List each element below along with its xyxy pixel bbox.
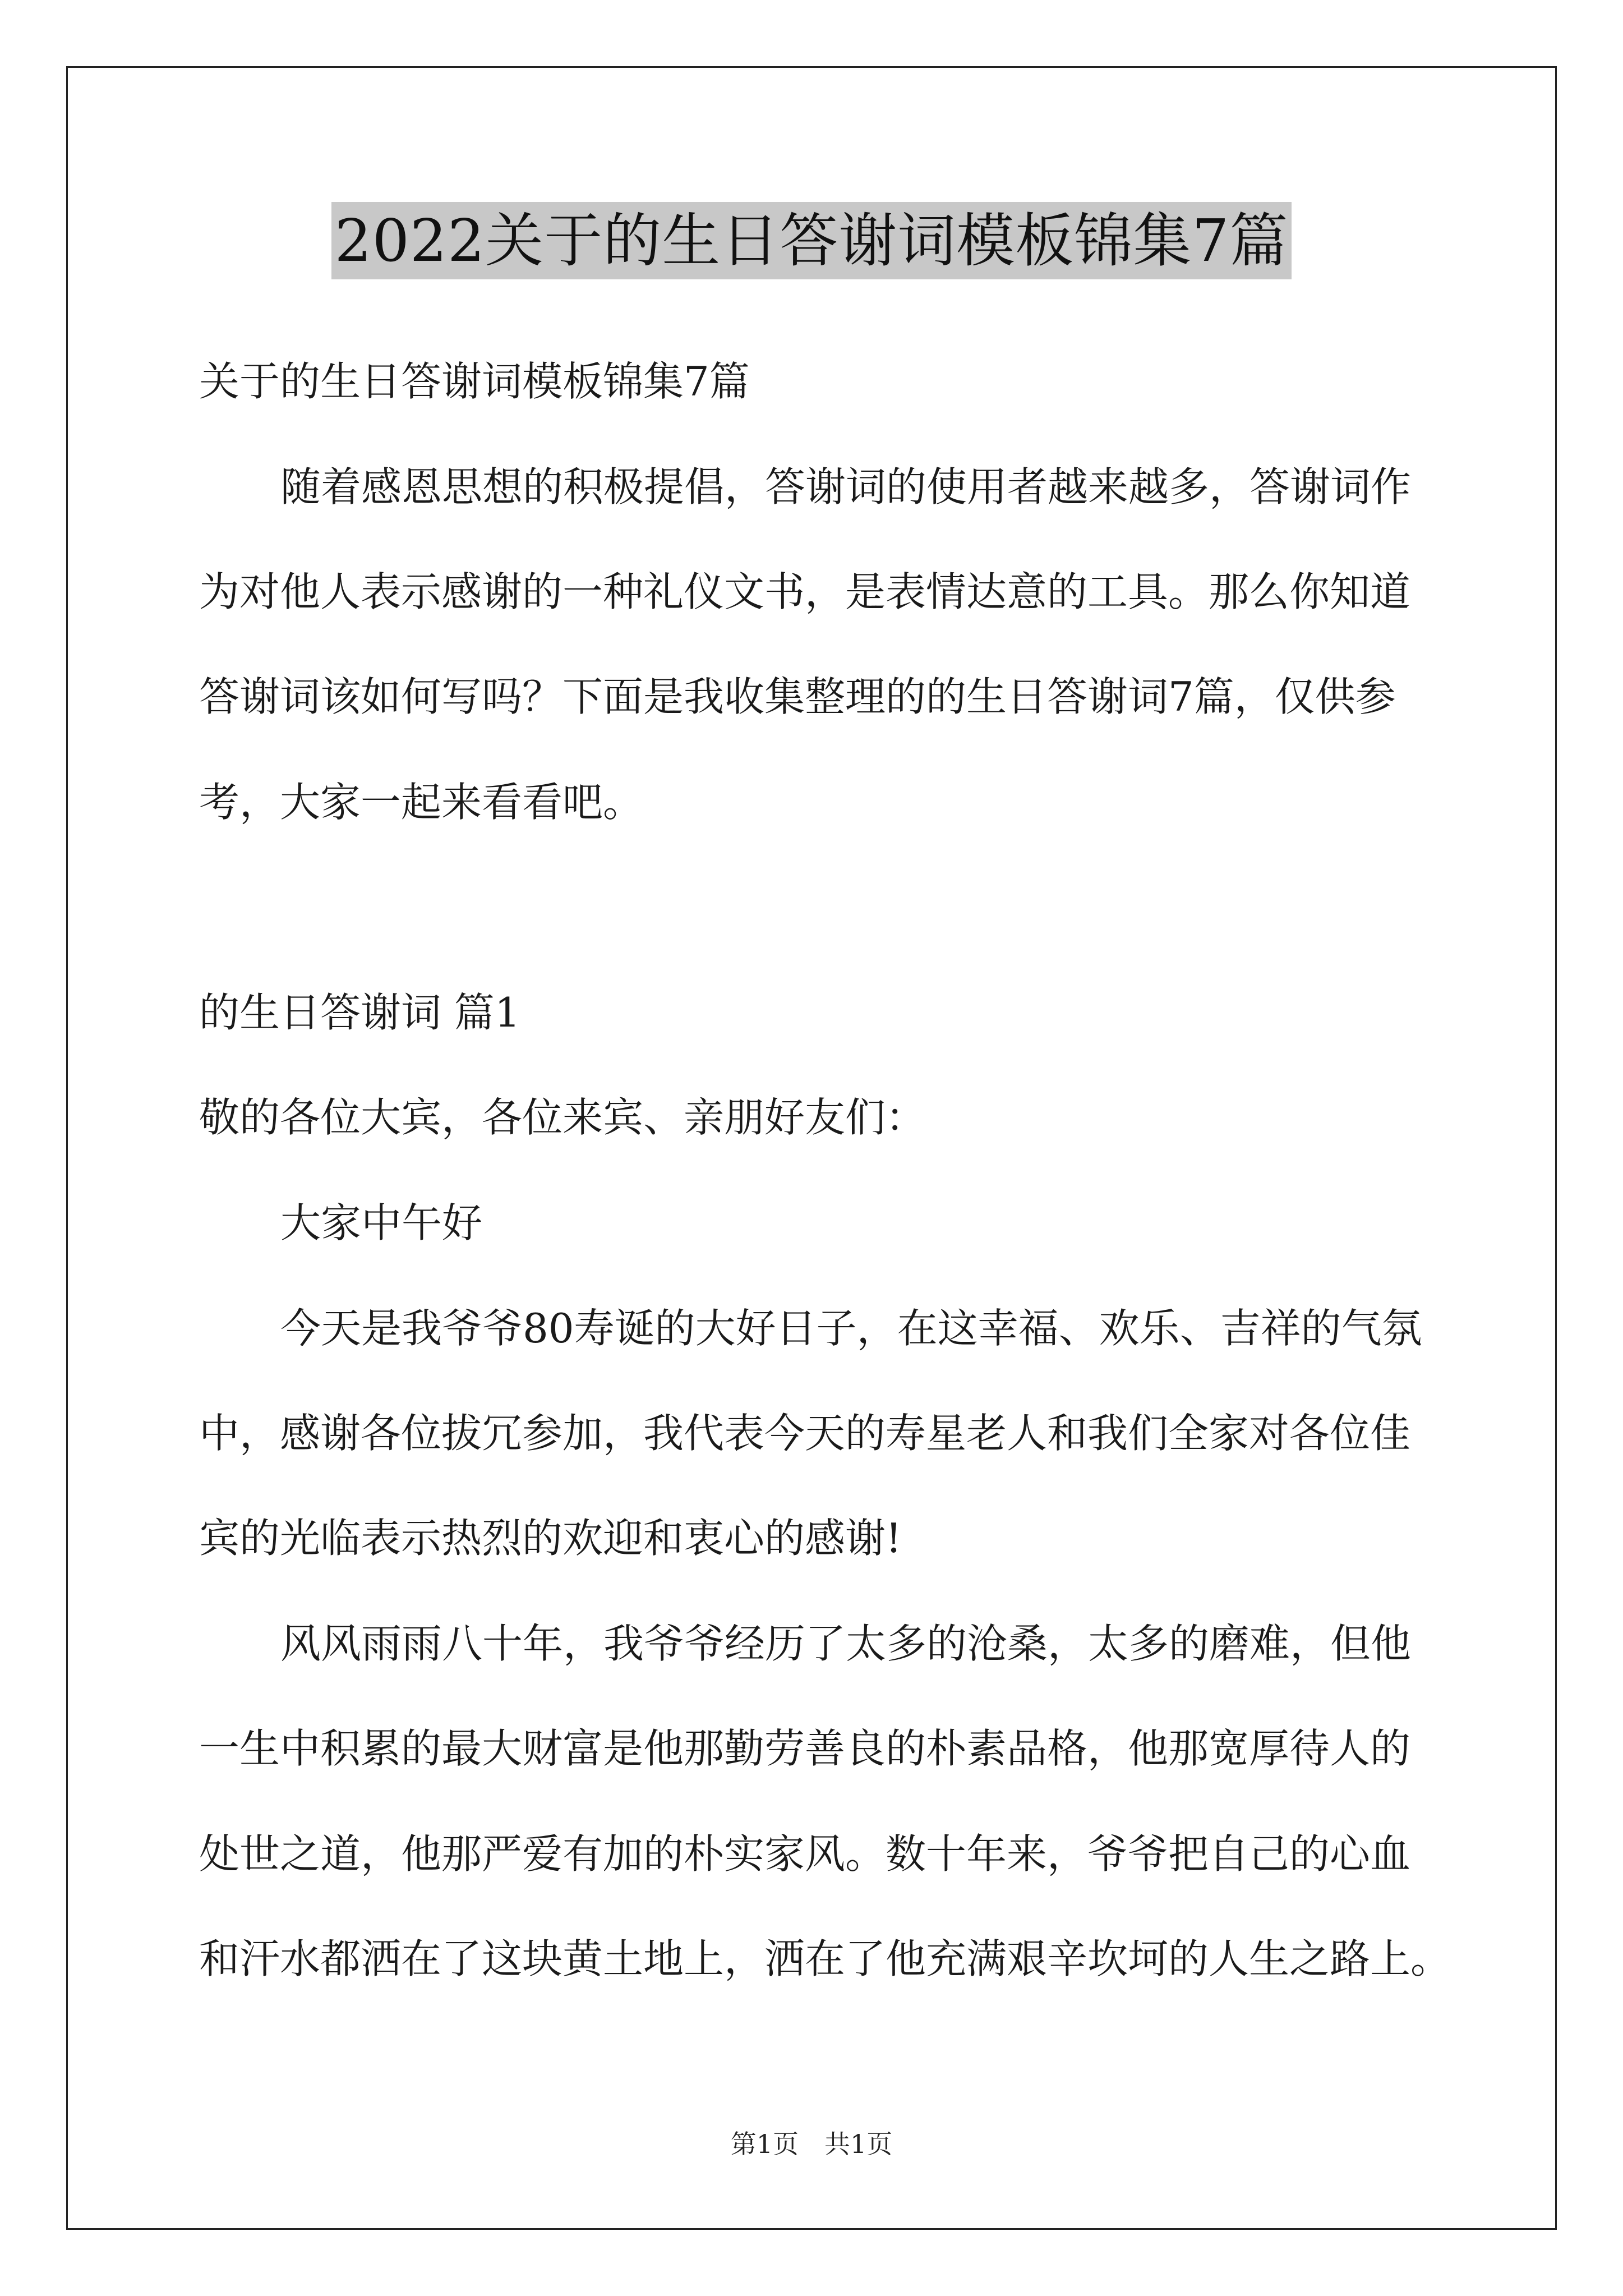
section-heading: 的生日答谢词 篇1 bbox=[199, 989, 520, 1036]
intro-line-1: 随着感恩思想的积极提倡，答谢词的使用者越来越多，答谢词作 bbox=[280, 463, 1412, 510]
paragraph1-line-2: 中，感谢各位拔冗参加，我代表今天的寿星老人和我们全家对各位佳 bbox=[199, 1410, 1411, 1457]
greeting: 大家中午好 bbox=[280, 1199, 483, 1246]
page-footer: 第1页 共1页 bbox=[730, 2129, 893, 2159]
paragraph1-line-1: 今天是我爷爷80寿诞的大好日子，在这幸福、欢乐、吉祥的气氛 bbox=[280, 1305, 1422, 1352]
intro-line-3: 答谢词该如何写吗？下面是我收集整理的的生日答谢词7篇，仅供参 bbox=[199, 673, 1396, 720]
paragraph2-line-4: 和汗水都洒在了这块黄土地上，洒在了他充满艰辛坎坷的人生之路上。 bbox=[199, 1935, 1451, 1982]
salutation: 敬的各位大宾，各位来宾、亲朋好友们： bbox=[199, 1094, 926, 1141]
intro-line-4: 考，大家一起来看看吧。 bbox=[199, 779, 644, 826]
paragraph2-line-2: 一生中积累的最大财富是他那勤劳善良的朴素品格，他那宽厚待人的 bbox=[199, 1725, 1411, 1772]
paragraph2-line-1: 风风雨雨八十年，我爷爷经历了太多的沧桑，太多的磨难，但他 bbox=[280, 1620, 1412, 1667]
document-subtitle: 关于的生日答谢词模板锦集7篇 bbox=[199, 358, 750, 405]
paragraph2-line-3: 处世之道，他那严爱有加的朴实家风。数十年来，爷爷把自己的心血 bbox=[199, 1830, 1411, 1878]
paragraph1-line-3: 宾的光临表示热烈的欢迎和衷心的感谢! bbox=[199, 1515, 902, 1562]
intro-line-2: 为对他人表示感谢的一种礼仪文书，是表情达意的工具。那么你知道 bbox=[199, 568, 1411, 615]
title-container bbox=[0, 202, 1623, 279]
document-title: 2022关于的生日答谢词模板锦集7篇 bbox=[331, 202, 1292, 279]
